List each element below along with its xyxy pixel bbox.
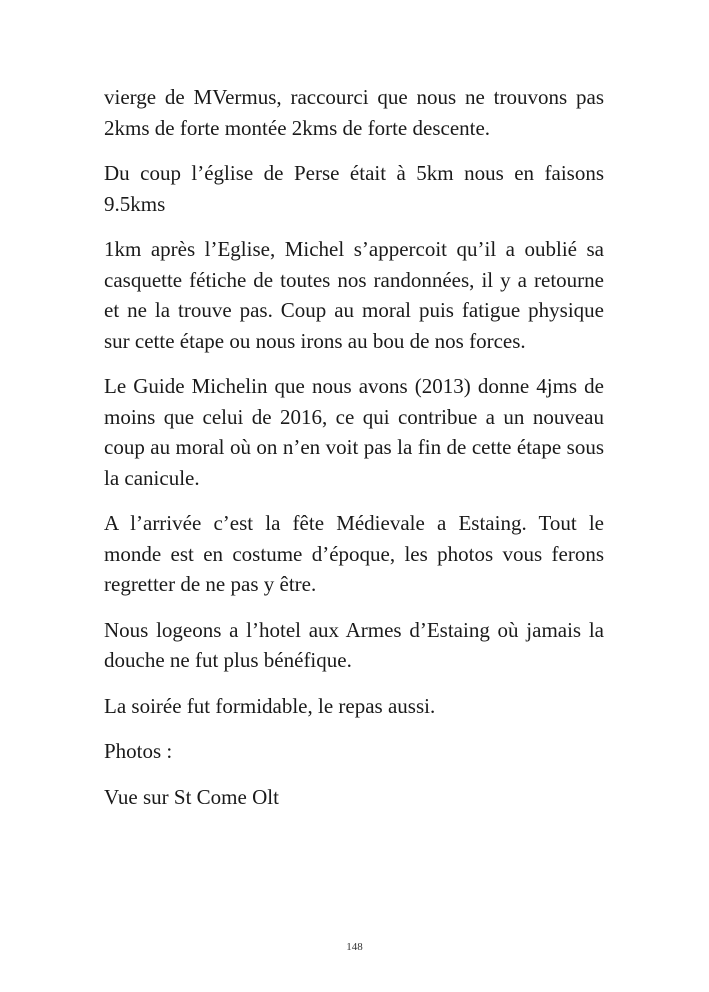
page-body — [104, 82, 604, 827]
paragraph-1: vierge de MVermus, raccourci que nous ne trouvons pas 2kms de forte montée 2kms de forte descente. — [104, 85, 604, 140]
page-number: 148 — [346, 941, 363, 953]
paragraph-5: A l’arrivée c’est la fête Médievale a Estaing. Tout le monde est en costume d’époque, les photos vous ferons regretter de ne pas y être. — [104, 511, 604, 596]
paragraph-2: Du coup l’église de Perse était à 5km nous en faisons 9.5kms — [104, 161, 604, 216]
paragraph-7: La soirée fut formidable, le repas aussi. — [104, 693, 436, 718]
paragraph-3: 1km après l’Eglise, Michel s’appercoit qu’il a oublié sa casquette fétiche de toutes nos randonnées, il y a retourne et ne la trouve pas. Coup au moral puis fatigue physique sur cette étape ou nous irons au bou de nos forces. — [104, 237, 604, 353]
paragraph-6: Nous logeons a l’hotel aux Armes d’Estaing où jamais la douche ne fut plus bénéfique. — [104, 617, 604, 672]
photo-caption: Vue sur St Come Olt — [104, 784, 279, 809]
photos-heading: Photos : — [104, 739, 173, 763]
paragraph-4: Le Guide Michelin que nous avons (2013) donne 4jms de moins que celui de 2016, ce qui contribue a un nouveau coup au moral où on n’en voit pas la fin de cette étape sous la canicule. — [104, 374, 604, 490]
